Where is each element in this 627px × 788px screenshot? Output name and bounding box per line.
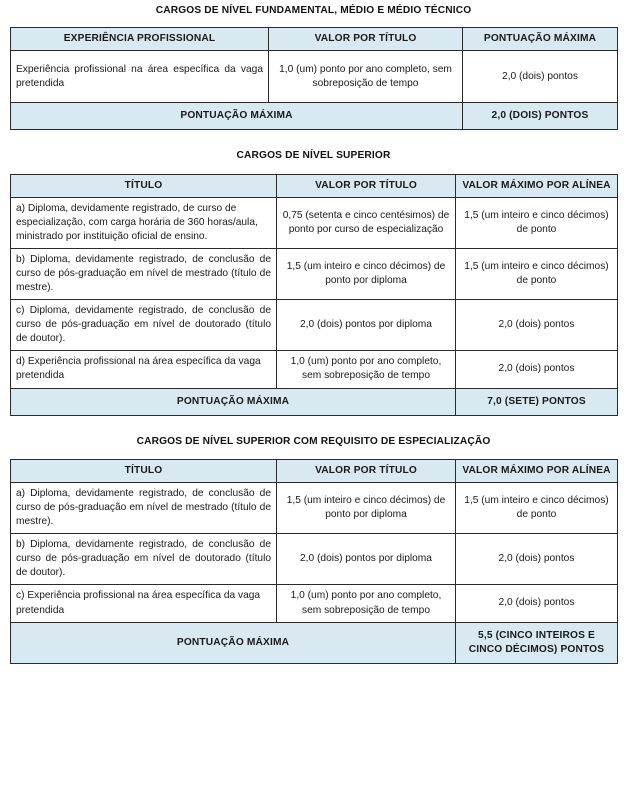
- cell-valor-maximo: 2,0 (dois) pontos: [463, 51, 618, 103]
- column-header-titulo: TÍTULO: [11, 459, 277, 482]
- table-header-row: [11, 459, 618, 482]
- table-row: [11, 585, 618, 622]
- total-label: PONTUAÇÃO MÁXIMA: [11, 103, 463, 130]
- section-title-superior: CARGOS DE NÍVEL SUPERIOR: [236, 150, 391, 162]
- table-header-row: [11, 174, 618, 197]
- column-header-pontuacao-maxima: PONTUAÇÃO MÁXIMA: [463, 28, 618, 51]
- total-value: 2,0 (DOIS) PONTOS: [463, 103, 618, 130]
- cell-valor-por-titulo: 2,0 (dois) pontos por diploma: [277, 534, 456, 585]
- cell-titulo: b) Diploma, devidamente registrado, de conclusão de curso de pós-graduação em nível de doutorado (título de doutor).: [11, 534, 277, 585]
- cell-valor-por-titulo: 1,5 (um inteiro e cinco décimos) de ponto por diploma: [277, 482, 456, 533]
- cell-valor-por-titulo: 2,0 (dois) pontos por diploma: [277, 300, 456, 351]
- table-header-row: [11, 28, 618, 51]
- cell-valor-maximo: 2,0 (dois) pontos: [456, 585, 618, 622]
- cell-valor-por-titulo: 1,5 (um inteiro e cinco décimos) de ponto por diploma: [277, 248, 456, 299]
- total-label: PONTUAÇÃO MÁXIMA: [11, 388, 456, 415]
- table-row: [11, 300, 618, 351]
- cell-valor-por-titulo: 1,0 (um) ponto por ano completo, sem sobreposição de tempo: [269, 51, 463, 103]
- table-row: [11, 351, 618, 388]
- cell-titulo: a) Diploma, devidamente registrado, de conclusão de curso de pós-graduação em nível de mestrado (título de mestre).: [11, 482, 277, 533]
- total-value: 5,5 (CINCO INTEIROS E CINCO DÉCIMOS) PONTOS: [456, 622, 618, 663]
- cell-valor-maximo: 1,5 (um inteiro e cinco décimos) de ponto: [456, 482, 618, 533]
- cell-titulo: Experiência profissional na área específica da vaga pretendida: [11, 51, 269, 103]
- table-nivel-superior-especializacao: [10, 459, 618, 664]
- total-value: 7,0 (SETE) PONTOS: [456, 388, 618, 415]
- cell-titulo: b) Diploma, devidamente registrado, de conclusão de curso de pós-graduação em nível de mestrado (título de mestre).: [11, 248, 277, 299]
- column-header-experiencia: EXPERIÊNCIA PROFISSIONAL: [11, 28, 269, 51]
- cell-titulo: c) Diploma, devidamente registrado, de conclusão de curso de pós-graduação em nível de doutorado (título de doutor).: [11, 300, 277, 351]
- table-row: [11, 534, 618, 585]
- cell-titulo: c) Experiência profissional na área específica da vaga pretendida: [11, 585, 277, 622]
- column-header-valor-por-titulo: VALOR POR TÍTULO: [269, 28, 463, 51]
- cell-valor-maximo: 2,0 (dois) pontos: [456, 300, 618, 351]
- cell-valor-por-titulo: 1,0 (um) ponto por ano completo, sem sobreposição de tempo: [277, 585, 456, 622]
- column-header-valor-maximo-alinea: VALOR MÁXIMO POR ALÍNEA: [456, 459, 618, 482]
- table-total-row: [11, 103, 618, 130]
- column-header-valor-por-titulo: VALOR POR TÍTULO: [277, 459, 456, 482]
- section-title-fundamental: CARGOS DE NÍVEL FUNDAMENTAL, MÉDIO E MÉDIO TÉCNICO: [155, 5, 472, 16]
- column-header-valor-por-titulo: VALOR POR TÍTULO: [277, 174, 456, 197]
- cell-valor-maximo: 1,5 (um inteiro e cinco décimos) de ponto: [456, 248, 618, 299]
- cell-titulo: d) Experiência profissional na área específica da vaga pretendida: [11, 351, 277, 388]
- cell-titulo: a) Diploma, devidamente registrado, de curso de especialização, com carga horária de 360 horas/aula, ministrado por instituição oficial de ensino.: [11, 197, 277, 248]
- cell-valor-maximo: 1,5 (um inteiro e cinco décimos) de ponto: [456, 197, 618, 248]
- table-nivel-fundamental: [10, 27, 618, 130]
- table-nivel-superior: [10, 174, 618, 416]
- table-total-row: [11, 622, 618, 663]
- cell-valor-maximo: 2,0 (dois) pontos: [456, 351, 618, 388]
- cell-valor-por-titulo: 1,0 (um) ponto por ano completo, sem sobreposição de tempo: [277, 351, 456, 388]
- table-row: [11, 197, 618, 248]
- table-row: [11, 248, 618, 299]
- column-header-titulo: TÍTULO: [11, 174, 277, 197]
- section-title-superior-especializacao: CARGOS DE NÍVEL SUPERIOR COM REQUISITO DE ESPECIALIZAÇÃO: [136, 435, 491, 447]
- table-row: [11, 482, 618, 533]
- column-header-valor-maximo-alinea: VALOR MÁXIMO POR ALÍNEA: [456, 174, 618, 197]
- total-label: PONTUAÇÃO MÁXIMA: [11, 622, 456, 663]
- cell-valor-maximo: 2,0 (dois) pontos: [456, 534, 618, 585]
- table-total-row: [11, 388, 618, 415]
- cell-valor-por-titulo: 0,75 (setenta e cinco centésimos) de ponto por curso de especialização: [277, 197, 456, 248]
- table-row: [11, 51, 618, 103]
